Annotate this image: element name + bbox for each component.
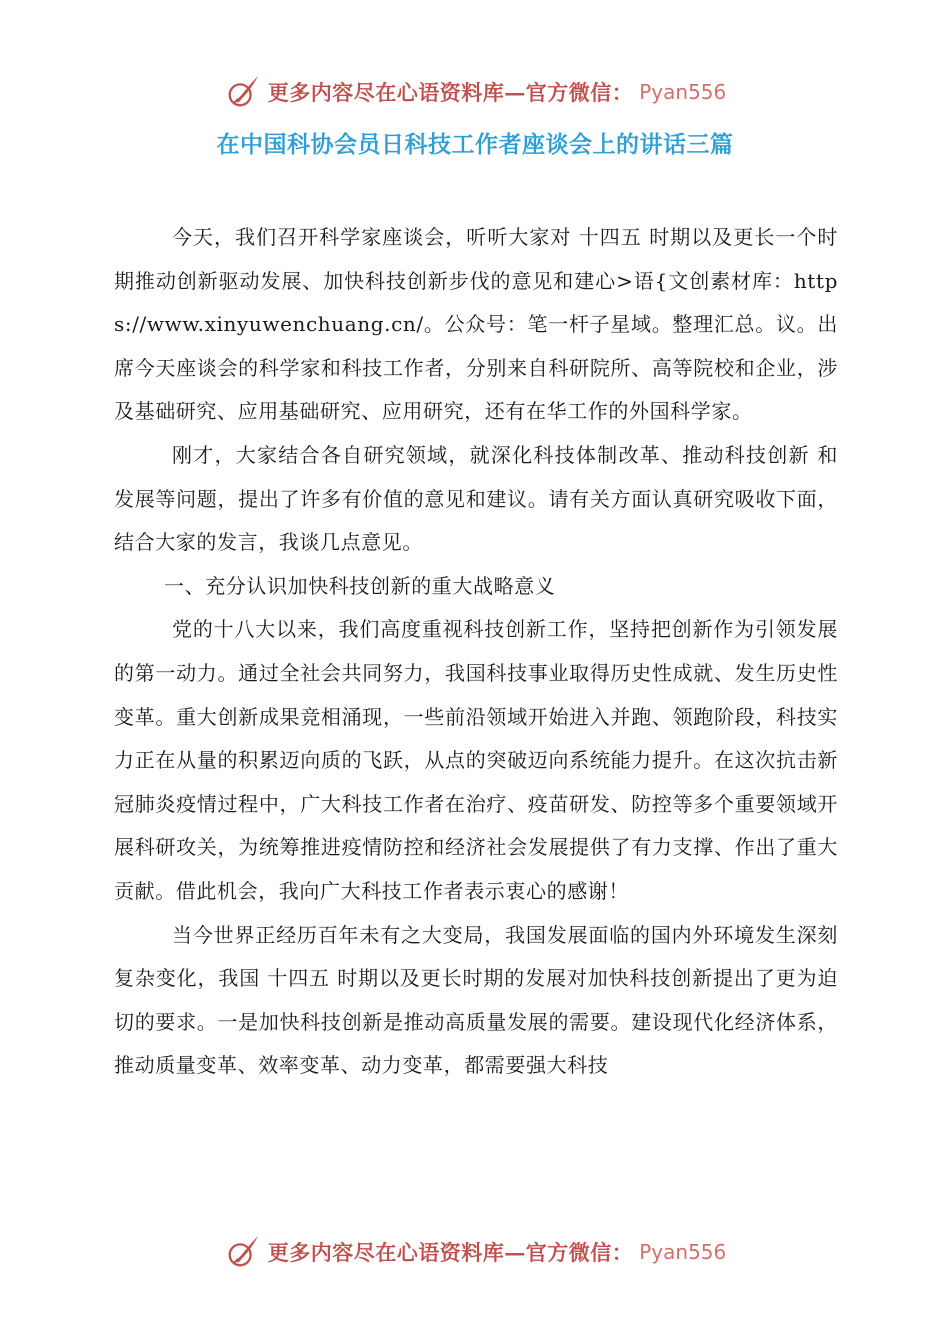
footer-banner	[0, 1232, 950, 1272]
document-body	[114, 216, 838, 1088]
document-title: 在中国科协会员日科技工作者座谈会上的讲话三篇	[216, 132, 734, 158]
paragraph: 今天，我们召开科学家座谈会，听听大家对 十四五 时期以及更长一个时期推动创新驱动发展、加快科技创新步伐的意见和建心>语{文创素材库：https://www.xinyuwenchuang.cn/。公众号：笔一杆子星域。整理汇总。议。出席今天座谈会的科学家和科技工作者，分别来自科研院所、高等院校和企业，涉及基础研究、应用基础研究、应用研究，还有在华工作的外国科学家。	[114, 225, 838, 424]
banner-text: 更多内容尽在心语资料库—官方微信：	[267, 80, 634, 105]
banner-wechat-id: Pyan556	[639, 1240, 727, 1264]
banner-text: 更多内容尽在心语资料库—官方微信：	[267, 1240, 634, 1265]
banner-wechat-id: Pyan556	[639, 80, 727, 104]
quill-pen-logo-icon	[224, 1233, 262, 1271]
paragraph: 当今世界正经历百年未有之大变局，我国发展面临的国内外环境发生深刻复杂变化，我国 十四五 时期以及更长时期的发展对加快科技创新提出了更为迫切的要求。一是加快科技创新是推动高质量发展的需要。建设现代化经济体系，推动质量变革、效率变革、动力变革，都需要强大科技	[114, 922, 838, 1078]
header-banner	[0, 72, 950, 112]
section-heading: 一、充分认识加快科技创新的重大战略意义	[164, 573, 556, 598]
paragraph: 党的十八大以来，我们高度重视科技创新工作，坚持把创新作为引领发展的第一动力。通过全社会共同努力，我国科技事业取得历史性成就、发生历史性变革。重大创新成果竞相涌现，一些前沿领域开始进入并跑、领跑阶段，科技实力正在从量的积累迈向质的飞跃，从点的突破迈向系统能力提升。在这次抗击新冠肺炎疫情过程中，广大科技工作者在治疗、疫苗研发、防控等多个重要领域开展科研攻关，为统筹推进疫情防控和经济社会发展提供了有力支撑、作出了重大贡献。借此机会，我向广大科技工作者表示衷心的感谢！	[114, 617, 838, 903]
paragraph: 刚才，大家结合各自研究领域，就深化科技体制改革、推动科技创新 和发展等问题，提出了许多有价值的意见和建议。请有关方面认真研究吸收下面，结合大家的发言，我谈几点意见。	[114, 442, 838, 555]
quill-pen-logo-icon	[224, 73, 262, 111]
